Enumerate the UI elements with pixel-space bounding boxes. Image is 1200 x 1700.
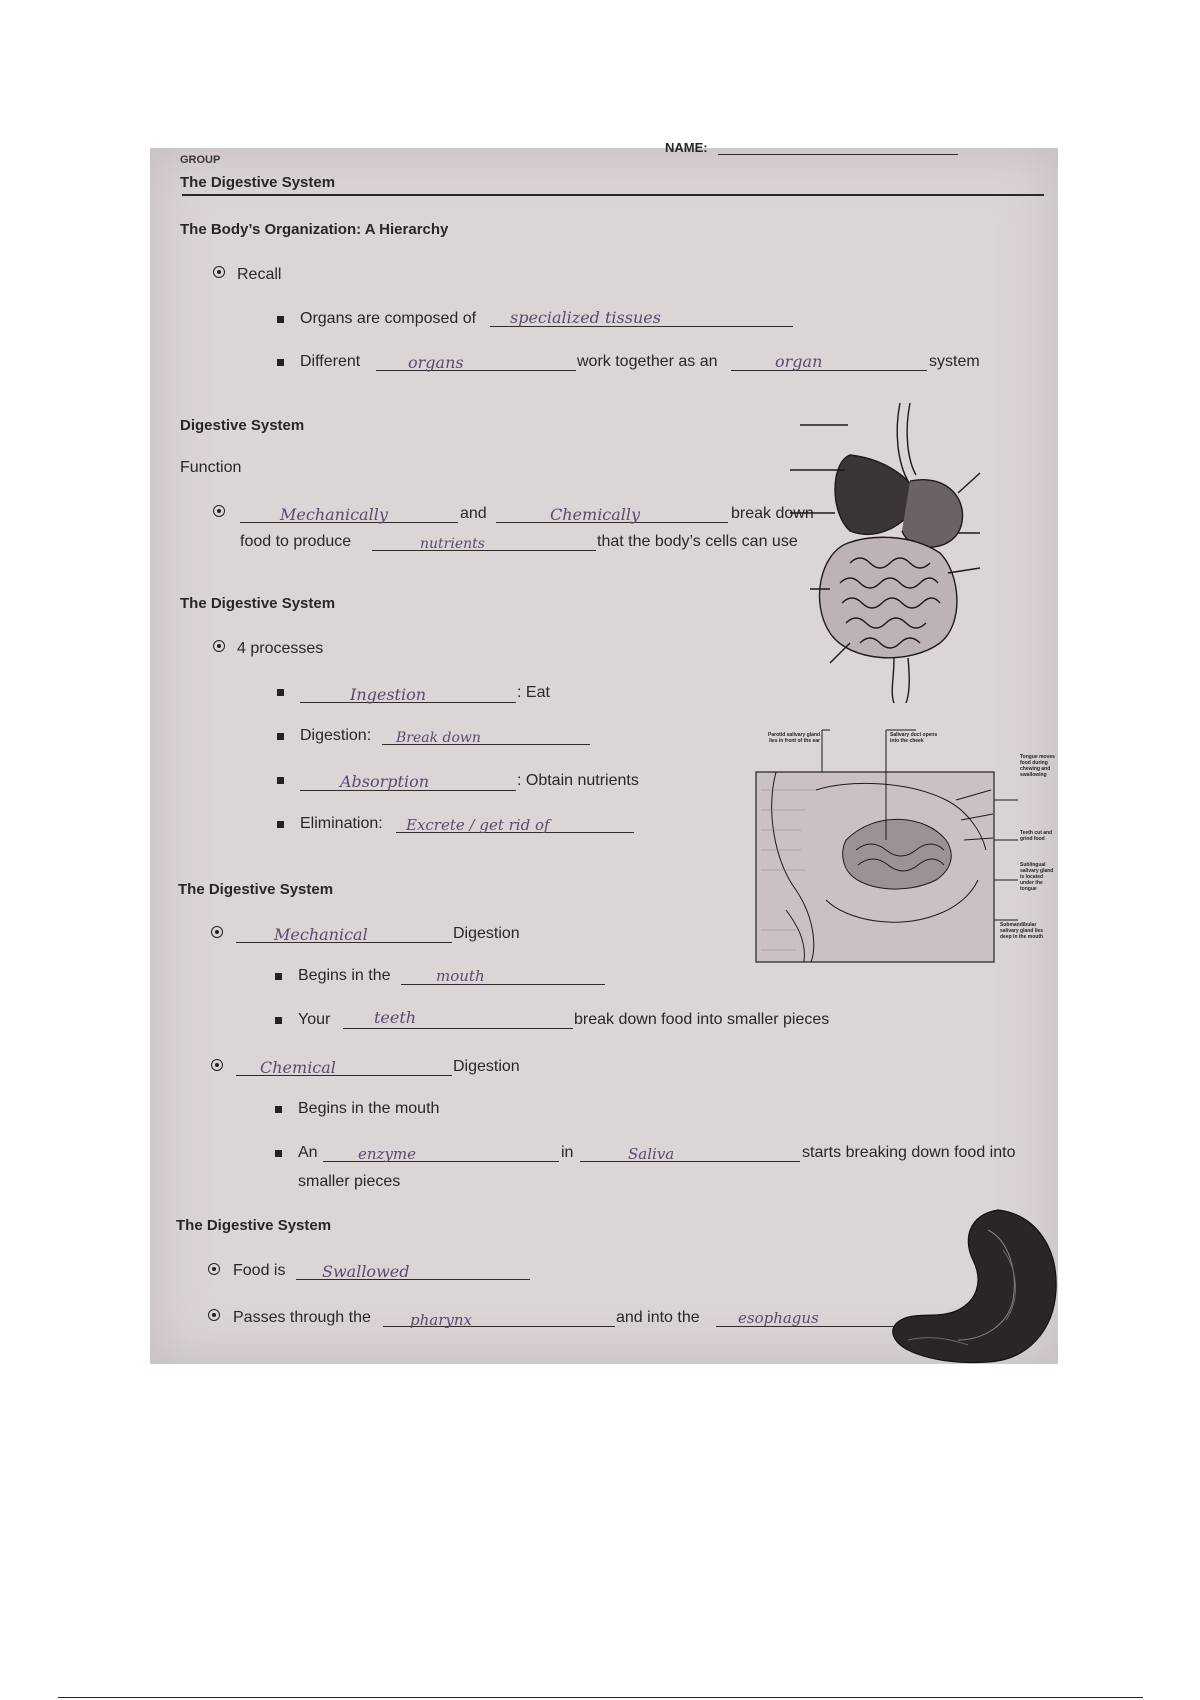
answer-mouth: mouth — [436, 967, 485, 985]
answer-chemically: Chemically — [550, 505, 641, 524]
begins-in-the-text: Begins in the — [298, 967, 391, 984]
answer-organs: organs — [408, 353, 464, 372]
section-heading-mechanical-chemical: The Digestive System — [178, 881, 334, 898]
stomach-illustration — [888, 1210, 1058, 1364]
answer-excrete: Excrete / get rid of — [406, 816, 550, 834]
begins-in-mouth-text: Begins in the mouth — [298, 1100, 440, 1117]
break-down-text: break down — [731, 505, 814, 522]
name-label: NAME: — [665, 140, 708, 155]
your-text: Your — [298, 1011, 331, 1028]
label-salivary-duct: Salivary duct opens into the cheek — [890, 732, 938, 744]
blank-line — [731, 370, 927, 371]
square-bullet — [277, 777, 284, 784]
radio-bullet — [213, 266, 225, 278]
label-tongue: Tongue moves food during chewing and swallowing — [1020, 754, 1055, 778]
answer-swallowed: Swallowed — [322, 1262, 410, 1281]
different-prefix: Different — [300, 353, 361, 370]
square-bullet — [275, 1150, 282, 1157]
teeth-suffix-text: break down food into smaller pieces — [574, 1011, 830, 1028]
radio-bullet — [213, 505, 225, 517]
an-text: An — [298, 1144, 318, 1161]
answer-enzyme: enzyme — [358, 1145, 417, 1163]
square-bullet — [277, 733, 284, 740]
square-bullet — [275, 1106, 282, 1113]
square-bullet — [275, 973, 282, 980]
answer-mechanical: Mechanical — [274, 925, 368, 944]
square-bullet — [277, 821, 284, 828]
header-rule — [182, 194, 1044, 196]
starts-breaking-text: starts breaking down food into — [802, 1144, 1016, 1161]
digestion-text-2: Digestion — [453, 1058, 520, 1075]
in-text: in — [561, 1144, 574, 1161]
digestive-organs-illustration — [790, 403, 1058, 713]
answer-esophagus: esophagus — [738, 1309, 819, 1327]
blank-line — [343, 1028, 573, 1029]
eat-text: : Eat — [517, 684, 550, 701]
radio-bullet — [213, 640, 225, 652]
section-heading-digestive-system: Digestive System — [180, 417, 305, 434]
label-sublingual: Sublingual salivary gland is located under the tongue — [1020, 862, 1054, 892]
worksheet-photo — [150, 140, 1058, 1364]
answer-specialized-tissues: specialized tissues — [510, 308, 661, 327]
square-bullet — [277, 359, 284, 366]
blank-line — [401, 984, 605, 985]
mouth-diagram — [756, 730, 1056, 968]
label-parotid: Parotid salivary gland lies in front of the ear — [768, 732, 820, 744]
square-bullet — [277, 316, 284, 323]
and-into-the-text: and into the — [616, 1309, 700, 1326]
label-teeth: Teeth cut and grind food — [1020, 830, 1053, 842]
section-heading-processes: The Digestive System — [180, 595, 336, 612]
answer-absorption: Absorption — [340, 772, 430, 791]
cells-text: that the body’s cells can use — [597, 533, 798, 550]
page-title: The Digestive System — [180, 174, 336, 191]
group-label: GROUP — [180, 154, 221, 166]
answer-pharynx: pharynx — [410, 1311, 472, 1329]
blank-line — [376, 370, 576, 371]
smaller-pieces-text: smaller pieces — [298, 1173, 401, 1190]
system-text: system — [929, 353, 980, 370]
food-produce-text: food to produce — [240, 533, 352, 550]
answer-teeth: teeth — [374, 1008, 417, 1027]
name-line — [718, 154, 958, 155]
answer-nutrients: nutrients — [420, 536, 485, 552]
food-is-text: Food is — [233, 1262, 286, 1279]
answer-ingestion: Ingestion — [350, 685, 427, 704]
answer-organ: organ — [775, 352, 823, 371]
digestion-label: Digestion: — [300, 727, 372, 744]
page-footer-rule — [58, 1697, 1143, 1698]
function-label: Function — [180, 459, 242, 476]
passes-through-text: Passes through the — [233, 1309, 371, 1326]
recall-label: Recall — [237, 266, 282, 283]
elimination-label: Elimination: — [300, 815, 383, 832]
section-heading-swallowing: The Digestive System — [176, 1217, 332, 1234]
answer-break-down: Break down — [396, 730, 481, 746]
radio-bullet — [208, 1263, 220, 1275]
blank-line — [580, 1161, 800, 1162]
answer-saliva: Saliva — [628, 1145, 675, 1163]
radio-bullet — [208, 1309, 220, 1321]
square-bullet — [275, 1017, 282, 1024]
answer-chemical: Chemical — [260, 1058, 336, 1077]
radio-bullet — [211, 1059, 223, 1071]
radio-bullet — [211, 926, 223, 938]
organs-prefix: Organs are composed of — [300, 310, 477, 327]
label-submandibular: Submandibular salivary gland lies deep in the mouth — [1000, 922, 1044, 940]
work-together-text: work together as an — [577, 353, 718, 370]
answer-mechanically: Mechanically — [280, 505, 388, 524]
processes-label: 4 processes — [237, 640, 324, 657]
square-bullet — [277, 689, 284, 696]
obtain-nutrients-text: : Obtain nutrients — [517, 772, 639, 789]
section-heading-hierarchy: The Body’s Organization: A Hierarchy — [180, 221, 449, 238]
and-text: and — [460, 505, 487, 522]
digestion-text: Digestion — [453, 925, 520, 942]
